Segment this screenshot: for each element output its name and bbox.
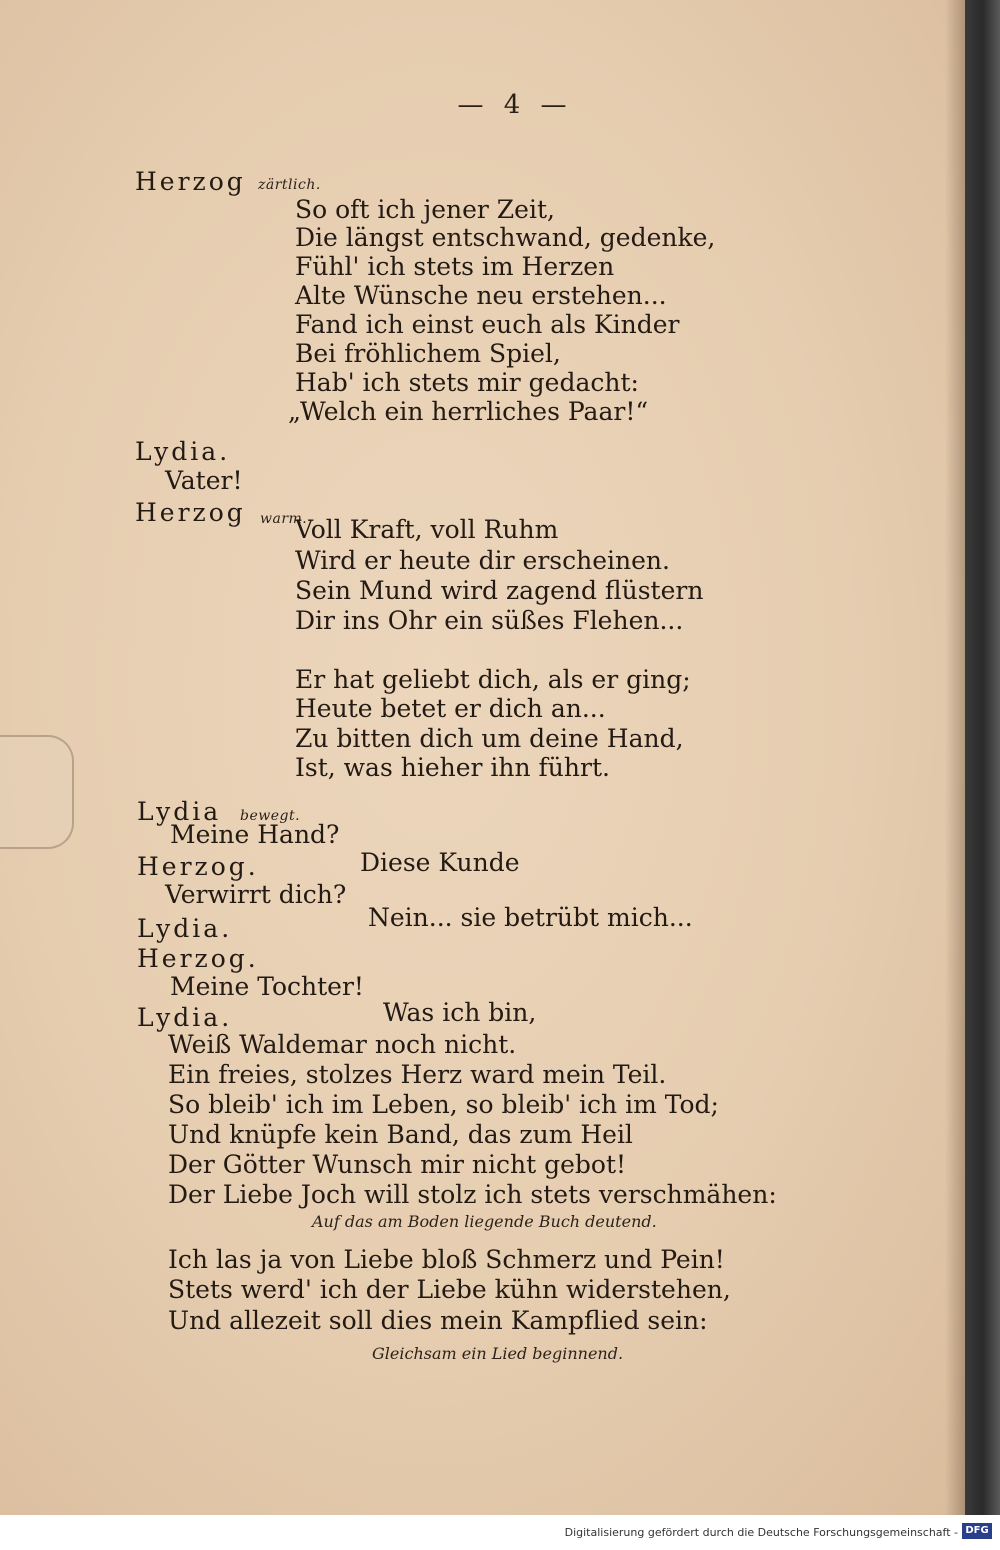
verse-line: Hab' ich stets mir gedacht:: [295, 368, 639, 397]
verse-line: Vater!: [165, 466, 243, 495]
verse-line: Was ich bin,: [383, 998, 537, 1027]
speaker-herzog: Herzog: [135, 167, 246, 196]
verse-line: Bei fröhlichem Spiel,: [295, 339, 561, 368]
verse-line: Weiß Waldemar noch nicht.: [168, 1030, 517, 1059]
speaker-lydia: Lydia.: [135, 437, 231, 466]
footer-bar: [0, 1515, 1000, 1550]
book-gutter: [965, 0, 1000, 1515]
verse-line: Ist, was hieher ihn führt.: [295, 753, 610, 782]
verse-line: Diese Kunde: [360, 848, 520, 877]
speaker-lydia: Lydia.: [137, 914, 233, 943]
speaker-herzog: Herzog: [135, 498, 246, 527]
paper-clip-tab: [0, 735, 74, 849]
verse-line: Verwirrt dich?: [165, 880, 347, 909]
verse-line: Fühl' ich stets im Herzen: [295, 252, 615, 281]
verse-line: Wird er heute dir erscheinen.: [295, 546, 670, 575]
verse-line: Der Götter Wunsch mir nicht gebot!: [168, 1150, 627, 1179]
stage-direction: bewegt.: [240, 808, 301, 824]
dfg-logo: DFG: [962, 1523, 992, 1539]
verse-line: Dir ins Ohr ein süßes Flehen...: [295, 606, 684, 635]
verse-line: Heute betet er dich an...: [295, 694, 606, 723]
verse-line: Er hat geliebt dich, als er ging;: [295, 665, 691, 694]
stage-direction: Gleichsam ein Lied beginnend.: [372, 1344, 624, 1363]
stage-direction: Auf das am Boden liegende Buch deutend.: [312, 1212, 657, 1231]
verse-line: Meine Tochter!: [170, 972, 364, 1001]
speaker-lydia: Lydia: [137, 797, 222, 826]
speaker-herzog: Herzog.: [137, 852, 259, 881]
funding-notice: Digitalisierung gefördert durch die Deutsche Forschungsgemeinschaft -: [564, 1526, 958, 1539]
speaker-herzog: Herzog.: [137, 944, 259, 973]
verse-line: Die längst entschwand, gedenke,: [295, 223, 716, 252]
verse-line: Und allezeit soll dies mein Kampflied sein:: [168, 1306, 708, 1335]
verse-line: Der Liebe Joch will stolz ich stets verschmähen:: [168, 1180, 777, 1209]
verse-line: Und knüpfe kein Band, das zum Heil: [168, 1120, 633, 1149]
verse-line: Meine Hand?: [170, 820, 340, 849]
verse-line: Ich las ja von Liebe bloß Schmerz und Pein!: [168, 1245, 725, 1274]
verse-line: Zu bitten dich um deine Hand,: [295, 724, 684, 753]
verse-line: So oft ich jener Zeit,: [295, 195, 555, 224]
verse-line: „Welch ein herrliches Paar!“: [288, 397, 649, 426]
verse-line: Ein freies, stolzes Herz ward mein Teil.: [168, 1060, 667, 1089]
page-number: — 4 —: [457, 90, 573, 120]
verse-line: Alte Wünsche neu erstehen...: [295, 281, 667, 310]
verse-line: Sein Mund wird zagend flüstern: [295, 576, 704, 605]
verse-line: So bleib' ich im Leben, so bleib' ich im Tod;: [168, 1090, 719, 1119]
verse-line: Fand ich einst euch als Kinder: [295, 310, 680, 339]
verse-line: Nein... sie betrübt mich...: [368, 903, 693, 932]
verse-line: Voll Kraft, voll Ruhm: [295, 515, 559, 544]
stage-direction: zärtlich.: [258, 177, 321, 193]
speaker-lydia: Lydia.: [137, 1003, 233, 1032]
verse-line: Stets werd' ich der Liebe kühn widerstehen,: [168, 1275, 731, 1304]
stage-direction: warm.: [260, 511, 308, 527]
page-shadow: [945, 0, 965, 1515]
